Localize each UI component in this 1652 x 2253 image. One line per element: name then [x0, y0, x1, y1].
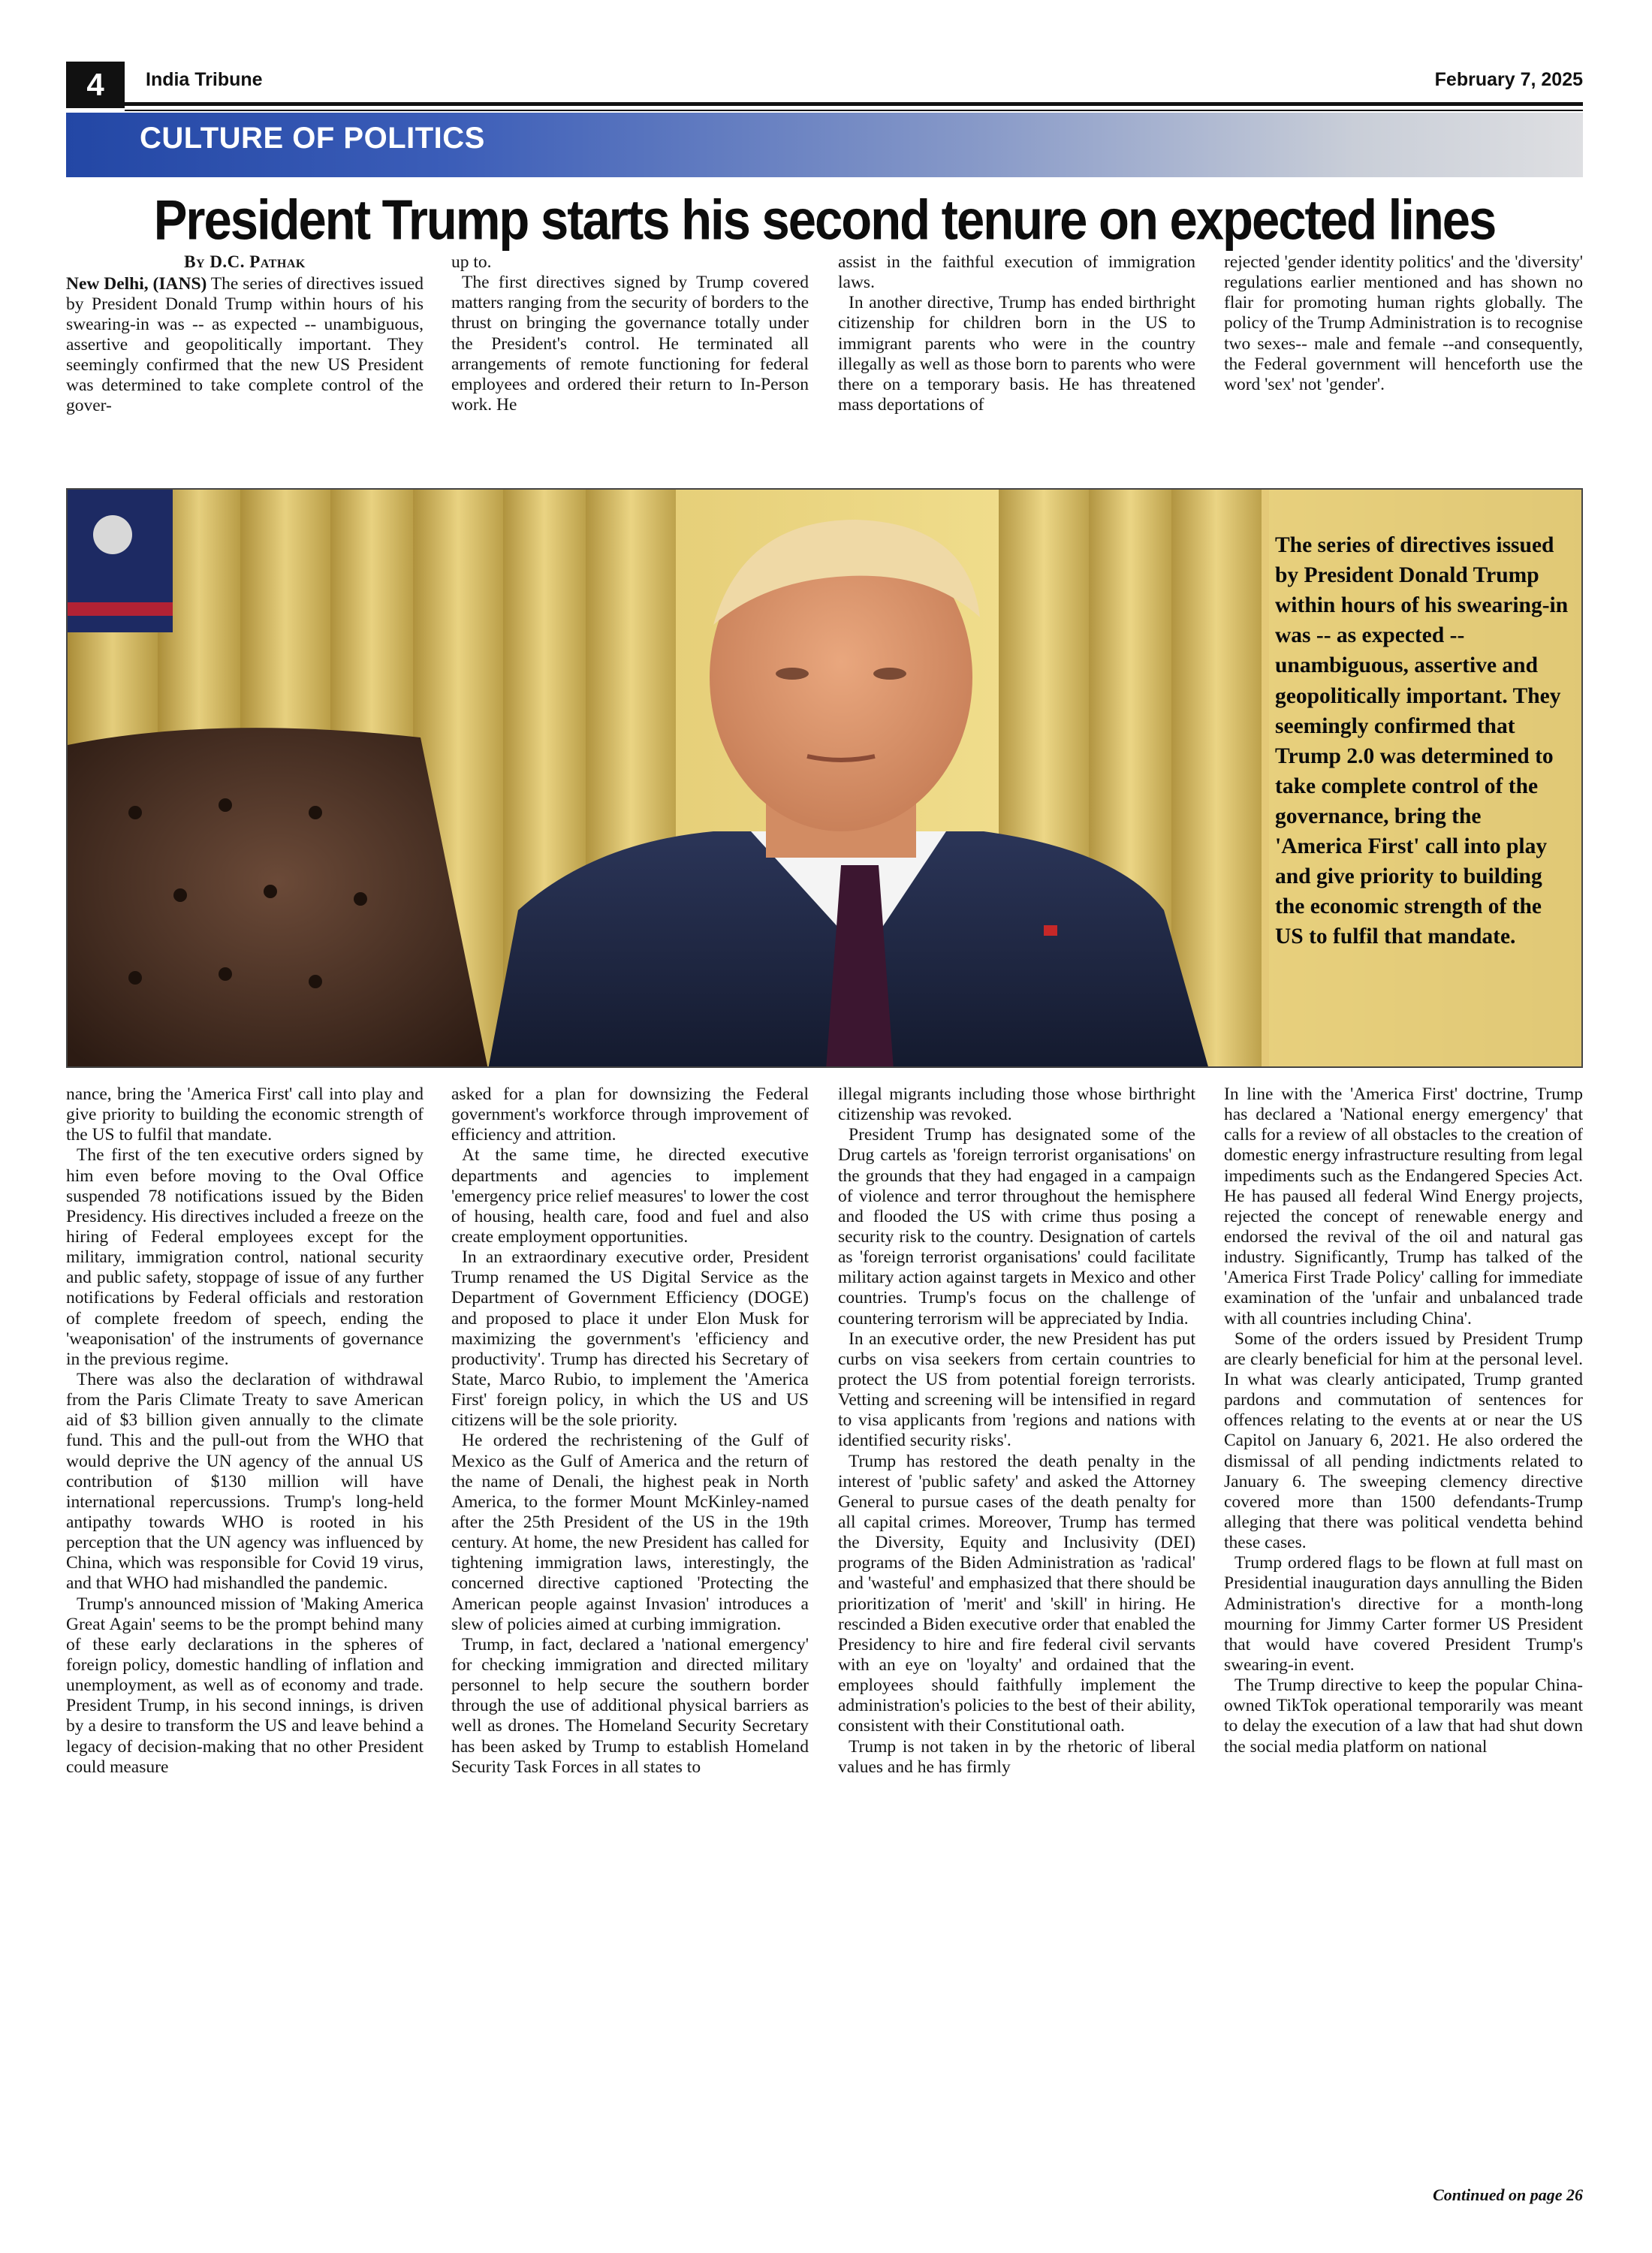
top-column-4 [1224, 252, 1583, 395]
paragraph: He ordered the rechristening of the Gulf of Mexico as the Gulf of America and the return of the name of Denali, the highest peak in North America, to the former Mount McKinley-named after the 25th President of the US in the 19th century. At home, the new President has called for tightening immigration laws, interestingly, the concerned directive captioned 'Protecting the American people against Invasion' introduces a slew of policies aimed at curbing immigration. [451, 1431, 809, 1634]
header-rule [125, 102, 1583, 106]
paragraph: The Trump directive to keep the popular China-owned TikTok operational temporarily was meant to delay the execution of a law that had shut down the social media platform on national [1224, 1675, 1583, 1757]
paragraph: President Trump has designated some of the Drug cartels as 'foreign terrorist organisations' on the grounds that they had engaged in a campaign of violence and terror throughout the hemisphere and flooded the US with crime thus posing a security risk to the country. Designation of cartels as 'foreign terrorist organisations' could facilitate military action against targets in Mexico and other countries. Trump's focus on the challenge of countering terrorism will be appreciated by India. [838, 1125, 1195, 1329]
paragraph: Some of the orders issued by President Trump are clearly beneficial for him at the personal level. In what was clearly anticipated, Trump granted pardons and commutation of sentences for offences relating to the events at or near the US Capitol on January 6, 2021. He also ordered the dismissal of all pending indictments related to January 6. The sweeping clemency directive covered more than 1500 defendants-Trump alleging that there was political vendetta behind these cases. [1224, 1329, 1583, 1553]
paragraph: illegal migrants including those whose birthright citizenship was revoked. [838, 1084, 1195, 1125]
paragraph: Trump has restored the death penalty in the interest of 'public safety' and asked the Attorney General to pursue cases of the death penalty for all capital crimes. Moreover, Trump has termed the Diversity, Equity and Inclusivity (DEI) programs of the Biden Administration as 'radical' and 'wasteful' and emphasized that there should be prioritization of 'merit' and 'skill' in hiring. He rescinded a Biden executive order that enabled the Presidency to hire and fire federal civil servants with an eye on 'loyalty' and ordained that the employees should faithfully implement the administration's policies to the best of their ability, consistent with their Constitutional oath. [838, 1451, 1195, 1736]
top-column-1 [66, 252, 424, 417]
publication-name: India Tribune [146, 69, 263, 90]
paragraph: In another directive, Trump has ended birthright citizenship for children born in the US to immigrant parents who were in the country illegally as well as those born to parents who were there on a temporary basis. He has threatened mass deportations of [838, 293, 1195, 415]
byline-author: D.C. Pathak [210, 252, 306, 271]
bottom-column-3 [838, 1084, 1195, 1778]
bottom-column-4 [1224, 1084, 1583, 1757]
continued-notice: Continued on page 26 [1433, 2185, 1583, 2204]
byline-prefix: By [184, 252, 206, 271]
paragraph: asked for a plan for downsizing the Federal government's workforce through improvement of efficiency and attrition. [451, 1084, 809, 1145]
issue-date: February 7, 2025 [1434, 69, 1583, 90]
paragraph: Trump, in fact, declared a 'national emergency' for checking immigration and directed military personnel to help secure the southern border through the use of additional physical barriers as well as drones. The Homeland Security Secretary has been asked by Trump to establish Homeland Security Task Forces in all states to [451, 1634, 809, 1777]
paragraph: Trump is not taken in by the rhetoric of liberal values and he has firmly [838, 1736, 1195, 1777]
paragraph: Trump's announced mission of 'Making America Great Again' seems to be the prompt behind many of these early declarations in the spheres of foreign policy, domestic handling of inflation and unemployment, as well as of economy and trade. President Trump, in his second innings, is driven by a desire to transform the US and leave behind a legacy of decision-making that no other President could measure [66, 1594, 424, 1777]
header-rule-thin [125, 110, 1583, 111]
paragraph: The first of the ten executive orders signed by him even before moving to the Oval Office suspended 78 notifications issued by the Biden Presidency. His directives included a freeze on the hiring of Federal employees except for the military, immigration control, national security and public safety, stoppage of issue of any further notifications by Federal officials and restoration of complete freedom of speech, ending the 'weaponisation' of the instruments of governance in the previous regime. [66, 1145, 424, 1369]
pull-quote: The series of directives issued by President Donald Trump within hours of his swearing-in was -- as expected -- unambiguous, assertive and geopolitically important. They seemingly confirmed that Trump 2.0 was determined to take complete control of the governance, bring the 'America First' call into play and give priority to building the economic strength of the US to fulfil that mandate. [1275, 533, 1569, 949]
lead-text: The series of directives issued by President Donald Trump within hours of his swearing-in was -- as expected -- unambiguous, assertive and geopolitically important. They seemingly confirmed that the new US President was determined to take complete control of the gover- [66, 273, 424, 416]
lead-paragraph [66, 274, 424, 417]
paragraph: rejected 'gender identity politics' and the 'diversity' regulations earlier mentioned and has shown no flair for promoting human rights globally. The policy of the Trump Administration is to recognise two sexes-- male and female --and consequently, the Federal government will henceforth use the word 'sex' not 'gender'. [1224, 252, 1583, 394]
paragraph: At the same time, he directed executive departments and agencies to implement 'emergency price relief measures' to lower the cost of housing, health care, food and fuel and also create employment opportunities. [451, 1145, 809, 1247]
top-column-3 [838, 252, 1195, 415]
byline [66, 252, 424, 273]
paragraph: up to. [451, 252, 492, 272]
paragraph: In line with the 'America First' doctrine, Trump has declared a 'National energy emergency' that calls for a review of all obstacles to the creation of domestic energy infrastructure resulting from legal impediments such as the Endangered Species Act. He has paused all federal Wind Energy projects, rejected the concept of renewable energy and endorsed the revival of the oil and natural gas industry. Significantly, Trump has talked of the 'America First Trade Policy' calling for immediate examination of the 'unfair and unbalanced trade with all countries including China'. [1224, 1084, 1583, 1329]
paragraph: nance, bring the 'America First' call into play and give priority to building the economic strength of the US to fulfil that mandate. [66, 1084, 424, 1145]
paragraph: In an extraordinary executive order, President Trump renamed the US Digital Service as the Department of Government Efficiency (DOGE) and proposed to place it under Elon Musk for maximizing the government's 'efficiency and productivity'. Trump has directed his Secretary of State, Marco Rubio, to implement the 'America First' foreign policy, in which the US and US citizens will be the sole priority. [451, 1247, 809, 1431]
leather-chair [68, 728, 488, 1068]
paragraph: The first directives signed by Trump covered matters ranging from the security of borders to the thrust on bringing the governance totally under the President's control. He terminated all arrangements of remote functioning for federal employees and ordered their return to In-Person work. He [451, 273, 809, 415]
paragraph: assist in the faithful execution of immigration laws. [838, 252, 1195, 293]
page-number: 4 [66, 62, 125, 108]
dateline: New Delhi, (IANS) [66, 273, 207, 294]
bottom-column-2 [451, 1084, 809, 1778]
paragraph: In an executive order, the new President has put curbs on visa seekers from certain countries to protect the US from potential foreign terrorists. Vetting and screening will be intensified in regard to visa applicants from 'regions and nations with identified security risks'. [838, 1329, 1195, 1451]
article-headline: President Trump starts his second tenure on expected lines [153, 189, 1496, 252]
paragraph: Trump ordered flags to be flown at full mast on Presidential inauguration days annulling the Biden Administration's directive for a month-long mourning for Jimmy Carter former US President that would have covered President Trump's swearing-in event. [1224, 1553, 1583, 1675]
paragraph: There was also the declaration of withdrawal from the Paris Climate Treaty to save American aid of $3 billion given annually to the climate fund. This and the pull-out from the WHO that would deprive the UN agency of the annual US contribution of $130 million will have international repercussions. Trump's long-held antipathy towards WHO is rooted in his perception that the UN agency was influenced by China, which was responsible for Covid 19 virus, and that WHO had mishandled the pandemic. [66, 1369, 424, 1594]
flag-corner [68, 490, 173, 632]
bottom-column-1 [66, 1084, 424, 1778]
section-title: CULTURE OF POLITICS [140, 122, 485, 155]
top-column-2 [451, 252, 809, 415]
